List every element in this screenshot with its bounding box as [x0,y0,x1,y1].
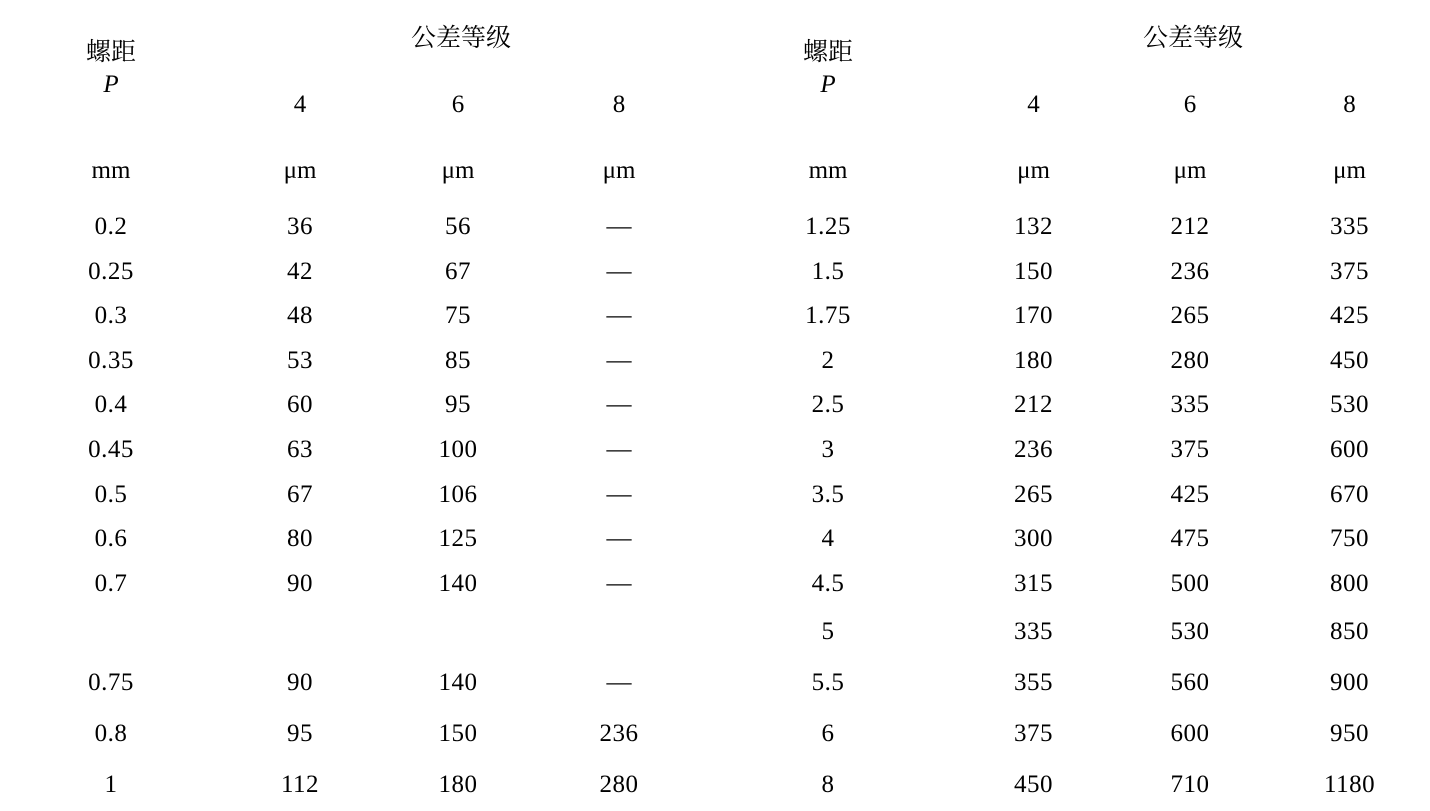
cell-grade8-right: 900 [1330,669,1370,696]
cell-grade8 [538,606,700,657]
unit-value-8-left: μm [602,156,636,184]
cell-grade8-right: 425 [1330,302,1370,330]
cell-grade8-right: 530 [1330,391,1370,419]
cell-grade6-right: 265 [1170,302,1210,330]
table-row [0,760,1430,811]
cell-pitch: 0.6 [94,525,128,553]
header-grade-8-right: 8 [1343,90,1356,118]
cell-grade4-right: 450 [1014,771,1054,799]
cell-pitch: 0.7 [94,569,128,597]
cell-grade8-right: 450 [1330,346,1370,374]
cell-pitch: 0.4 [94,391,128,419]
cell-pitch-right: 4.5 [811,569,845,597]
cell-pitch-right: 2 [821,346,835,374]
header-pitch-label-cn: 螺距 [85,39,136,67]
cell-pitch-right: 3.5 [811,480,845,508]
cell-grade6-right: 375 [1170,436,1210,464]
cell-pitch-right: 5 [821,617,835,645]
cell-grade4: 80 [287,525,313,553]
cell-pitch-right: 1.5 [811,257,845,285]
cell-grade8-right: 750 [1330,525,1370,553]
cell-grade6-right: 530 [1170,617,1210,645]
table-row [0,709,1430,760]
cell-grade8: 236 [599,720,639,748]
cell-grade8: — [606,569,632,597]
cell-grade6-right: 280 [1170,346,1210,374]
cell-grade8: — [606,669,632,696]
header-grade-group-left: 公差等级 [411,24,512,52]
cell-pitch: 0.35 [88,346,134,374]
cell-pitch-right: 4 [821,525,835,553]
cell-grade8: — [606,212,632,240]
unit-pitch-left: mm [91,156,131,184]
cell-pitch: 0.2 [94,212,128,240]
table-row [0,383,1430,428]
unit-value-6-left: μm [441,156,475,184]
cell-grade4: 67 [287,480,313,508]
cell-grade8: — [606,391,632,419]
cell-grade6-right: 710 [1170,771,1210,799]
cell-grade8-right: 600 [1330,436,1370,464]
cell-grade6: 85 [445,346,471,374]
cell-grade4: 95 [287,720,313,748]
header-grade-8-left: 8 [612,90,626,118]
header-pitch-right [700,0,956,137]
cell-grade8: — [606,346,632,374]
cell-grade6: 67 [445,257,471,285]
unit-value-4-right: μm [1017,156,1050,184]
cell-grade8: — [606,480,632,508]
cell-grade8-right: 335 [1330,212,1370,240]
table-row [0,249,1430,294]
cell-grade6: 140 [438,669,478,696]
cell-grade8-right: 670 [1330,480,1370,508]
cell-pitch-right: 3 [821,436,835,464]
cell-pitch [0,606,222,657]
unit-value-6-right: μm [1173,156,1207,184]
cell-grade8: — [606,302,632,330]
cell-grade4: 48 [287,302,313,330]
table-row [0,517,1430,562]
cell-grade6: 140 [438,569,478,597]
cell-grade4 [222,606,378,657]
cell-pitch-right: 1.25 [805,212,851,240]
header-row-1 [0,0,1430,72]
cell-grade8-right: 950 [1330,720,1370,748]
cell-grade6: 100 [438,436,478,464]
cell-grade6-right: 600 [1170,720,1210,748]
cell-grade8: 280 [599,771,639,799]
cell-pitch: 0.45 [88,436,134,464]
cell-grade8-right: 1180 [1324,771,1376,799]
cell-grade6: 150 [438,720,478,748]
cell-grade6: 125 [438,525,478,553]
cell-grade8-right: 800 [1330,569,1370,597]
cell-pitch-right: 5.5 [811,669,845,696]
cell-grade6-right: 236 [1170,257,1210,285]
cell-grade6-right: 560 [1170,669,1210,696]
cell-pitch-right: 1.75 [805,302,851,330]
cell-grade6 [378,606,538,657]
cell-grade4: 112 [280,771,320,799]
header-unit-row [0,137,1430,204]
cell-grade4-right: 335 [1014,617,1054,645]
table-row [0,606,1430,657]
cell-grade6-right: 500 [1170,569,1210,597]
header-pitch-label-cn-right: 螺距 [803,39,854,67]
cell-grade4-right: 180 [1014,346,1054,374]
unit-value-8-right: μm [1333,156,1366,184]
unit-value-4-left: μm [283,156,317,184]
cell-pitch: 0.75 [88,669,134,696]
table-row [0,472,1430,517]
cell-grade6: 75 [445,302,471,330]
cell-grade6-right: 425 [1170,480,1210,508]
table-row [0,294,1430,339]
table-row [0,339,1430,384]
table-row [0,428,1430,473]
cell-grade8-right: 850 [1330,617,1370,645]
header-pitch-symbol-right: P [820,70,836,98]
cell-grade4-right: 170 [1014,302,1054,330]
cell-pitch-right: 6 [821,720,835,748]
header-grade-4-left: 4 [293,90,307,118]
cell-grade4: 36 [287,212,313,240]
cell-grade8: — [606,257,632,285]
table-row [0,205,1430,250]
cell-grade4-right: 236 [1014,436,1054,464]
cell-pitch-right: 8 [821,771,835,799]
cell-grade6-right: 212 [1170,212,1210,240]
cell-grade4-right: 375 [1014,720,1054,748]
cell-grade6: 95 [445,391,471,419]
cell-grade4-right: 265 [1014,480,1054,508]
cell-grade6: 180 [438,771,478,799]
header-grade-6-left: 6 [451,90,465,118]
cell-grade4-right: 355 [1014,669,1054,696]
cell-grade6-right: 475 [1170,525,1210,553]
cell-grade4-right: 315 [1014,569,1054,597]
cell-grade8: — [606,436,632,464]
cell-grade4-right: 132 [1014,212,1054,240]
cell-grade4: 53 [287,346,313,374]
cell-grade8-right: 375 [1330,257,1370,285]
cell-grade8: — [606,525,632,553]
header-pitch-left [0,0,222,137]
cell-grade4: 63 [287,436,313,464]
header-grade-group-right: 公差等级 [1143,24,1244,52]
cell-grade6: 106 [438,480,478,508]
cell-pitch: 0.5 [94,480,128,508]
cell-grade4: 42 [287,257,313,285]
header-pitch-symbol: P [103,70,119,98]
header-grade-4-right: 4 [1027,90,1040,118]
cell-grade6: 56 [445,212,471,240]
header-grade-6-right: 6 [1183,90,1197,118]
cell-pitch: 0.3 [94,302,128,330]
cell-grade6-right: 335 [1170,391,1210,419]
cell-pitch: 0.8 [94,720,128,748]
table-row [0,562,1430,607]
cell-grade4: 90 [287,569,313,597]
cell-grade4-right: 300 [1014,525,1054,553]
unit-pitch-right: mm [808,156,848,184]
cell-pitch: 1 [104,771,118,799]
cell-grade4: 60 [287,391,313,419]
cell-pitch-right: 2.5 [811,391,845,419]
cell-pitch: 0.25 [88,257,134,285]
cell-grade4-right: 212 [1014,391,1054,419]
table-row [0,657,1430,708]
cell-grade4-right: 150 [1014,257,1054,285]
cell-grade4: 90 [287,669,313,696]
